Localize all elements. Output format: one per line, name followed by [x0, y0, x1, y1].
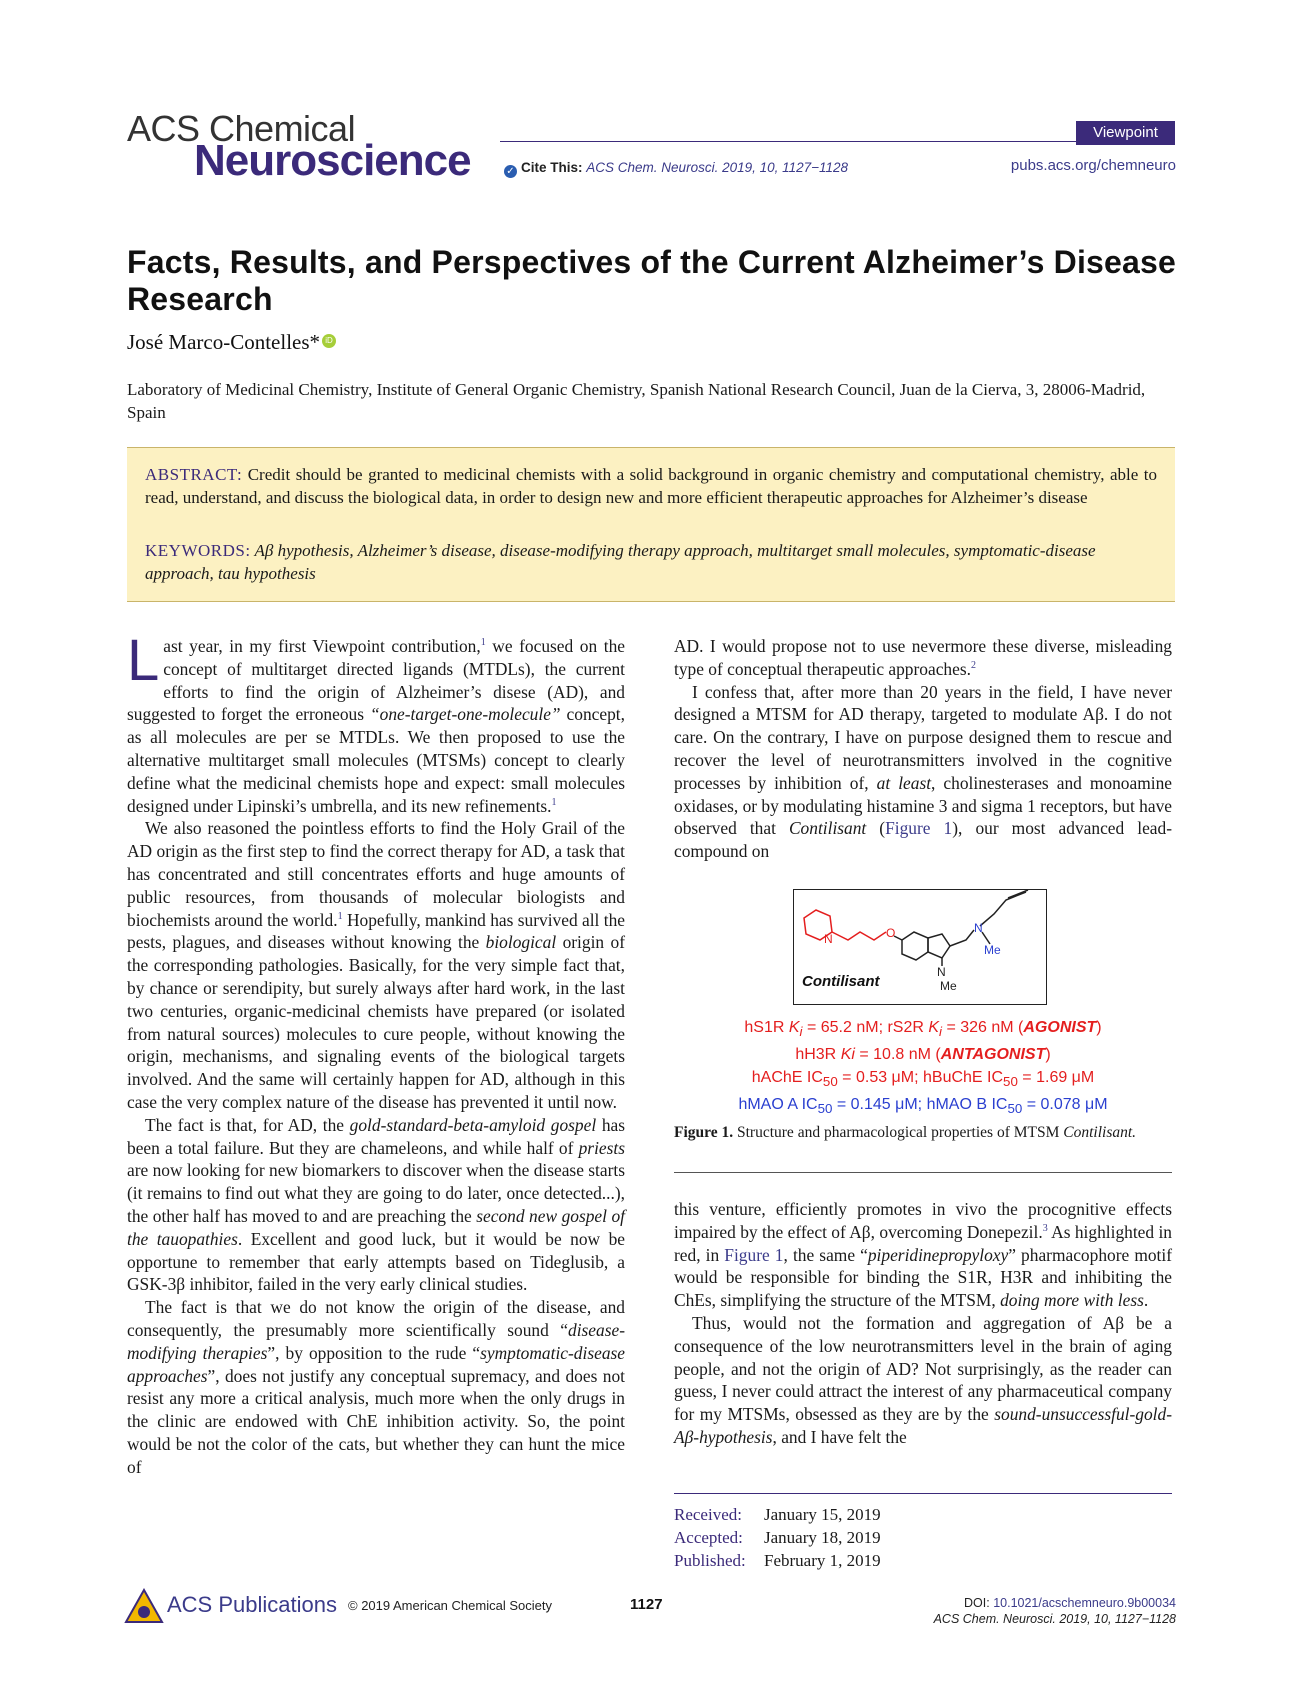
ref-link[interactable]: 3 [1042, 1223, 1048, 1234]
article-history [674, 1503, 881, 1572]
abstract-label: ABSTRACT: [145, 465, 243, 484]
history-rule [674, 1493, 1172, 1494]
text: ”, by opposition to the rude “ [267, 1342, 481, 1363]
history-published [674, 1549, 881, 1572]
side-chain [950, 930, 974, 946]
text: 50 [822, 1074, 838, 1090]
keywords-label: KEYWORDS: [145, 541, 251, 560]
text: K [928, 1019, 940, 1036]
caption-label: Figure 1. [674, 1124, 734, 1141]
history-date: January 15, 2019 [764, 1505, 881, 1524]
text: = 65.2 nM; rS2R [802, 1019, 929, 1036]
text: “one-target-one-molecule” [369, 704, 561, 725]
journal-url-link[interactable]: pubs.acs.org/chemneuro [1010, 157, 1176, 174]
text: hH3R [795, 1046, 841, 1064]
text: second new gospel of the tauopathies [127, 1205, 625, 1249]
keywords-list: Aβ hypothesis, Alzheimer’s disease, disease-modifying therapy approach, multitarget small molecules, symptomatic-disease approach, tau hypothesis [145, 541, 1096, 583]
history-label: Received: [674, 1505, 742, 1524]
text: ) [1045, 1046, 1051, 1064]
text: hMAO A IC [738, 1096, 818, 1114]
property-line [674, 1016, 1172, 1043]
text: We also reasoned the pointless efforts to find the Holy Grail of the AD origin as the first step to find the correct therapy for AD, a task that has concentrated and still concentrates efforts and huge amounts of public resources, from thousands of molecular biologists and biochemists around the world. [127, 818, 625, 930]
text: , and I have felt the [772, 1426, 907, 1447]
ref-link[interactable]: 1 [551, 796, 557, 808]
text: , the same “ [783, 1244, 868, 1265]
text: disease-modifying therapies [127, 1319, 625, 1363]
article-type-badge: Viewpoint [1076, 121, 1175, 145]
text: = 326 nM ( [942, 1019, 1024, 1036]
text: doing more with less [1000, 1290, 1144, 1311]
keywords [145, 539, 1157, 585]
pyrrole-ring [928, 934, 950, 958]
text: concept, as all molecules are per se MTDLs. We then proposed to use the alternative multitarget small molecules (MTSMs) concept to clearly define what the medicinal chemists hope and expect: small molecules designed under Lipinski’s umbrella, and its new refinements. [127, 704, 625, 816]
text: ) [1096, 1019, 1102, 1036]
property-line [674, 1066, 1172, 1093]
text: Contilisant [788, 818, 867, 839]
atom-n-piperidine: N [824, 932, 833, 946]
text: Hopefully, mankind has survived all the pests, plagues, and diseases without knowing the [127, 909, 625, 953]
publisher-brand[interactable]: ACS Publications [167, 1592, 337, 1617]
figure-link[interactable]: Figure 1 [724, 1244, 784, 1265]
text: = 0.53 μM; hBuChE IC [837, 1069, 1004, 1087]
doi-label: DOI: [964, 1596, 994, 1610]
text: 50 [1007, 1101, 1023, 1117]
text: Contilisant. [1063, 1124, 1137, 1141]
history-date: February 1, 2019 [764, 1551, 881, 1570]
figure-link[interactable]: Figure 1 [885, 818, 953, 839]
text: biological [485, 932, 557, 953]
text: AGONIST [1023, 1019, 1097, 1036]
paragraph [127, 628, 625, 817]
text: . Excellent and good luck, but it would be now be opportune to remember that early attempts based on Tideglusib, a GSK-3β inhibitor, failed in the very early clinical studies. [127, 1228, 626, 1295]
text: are now looking for new biomarkers to discover when the disease starts (it remains to find out what they are going to do later, once detected...), the other half has moved to and are preaching the [127, 1160, 625, 1226]
property-line [674, 1043, 1172, 1066]
text: ”, does not justify any conceptual supremacy, and does not resist any more a critical analysis, much more when the only drugs in the clinic are endowed with ChE inhibition activity. So, the point would be not the color of the cats, but whether they can hunt the mice of [127, 1365, 625, 1477]
footer-citation [934, 1611, 1176, 1627]
author-name[interactable]: José Marco-Contelles* [127, 330, 321, 354]
methyl-label: Me [984, 943, 1001, 957]
figure-caption [674, 1122, 1172, 1143]
benzene-ring [902, 932, 928, 960]
text: origin of the corresponding pathologies. Basically, for the very simple fact that, by chance or serendipity, but surely always after hard work, in the last two centuries, organic-medicinal chemists have prepared (or isolated from natural sources) molecules to cure people, without knowing the origin, mechanisms, and signaling events of the biological targets involved. And the same will certainly happen for AD, although in this case the very complex nature of the disease has prevented it until now. [127, 932, 625, 1112]
text: 50 [1003, 1074, 1018, 1090]
contilisant-structure-diagram [794, 890, 1046, 1004]
ref-link[interactable]: 1 [337, 910, 343, 922]
text: Thus, would not the formation and aggregation of Aβ be a consequence of the low neurotransmitters level in the brain of aging people, and not the origin of AD? Not surprisingly, as the reader can guess, I never could attract the interest of any pharmaceutical company for my MTSMs, obsessed as they are by the [674, 1312, 1172, 1425]
history-accepted [674, 1526, 881, 1549]
history-label: Published: [674, 1551, 746, 1570]
pharmacology-properties [674, 1016, 1172, 1121]
body-column-right-bottom [674, 1198, 1172, 1449]
text: has been a total failure. But they are chameleons, and while half of [127, 1114, 625, 1158]
ref-link[interactable]: 1 [480, 637, 486, 649]
affiliation: Laboratory of Medicinal Chemistry, Institute of General Organic Chemistry, Spanish National Research Council, Juan de la Cierva, 3, 28006-Madrid, Spain [127, 380, 1146, 422]
cite-row [504, 160, 848, 178]
acs-logo-icon[interactable] [124, 1588, 164, 1629]
copyright: © 2019 American Chemical Society [348, 1598, 552, 1613]
abstract [145, 463, 1157, 509]
header-rule [500, 141, 1175, 142]
text: K [788, 1019, 800, 1036]
article-title: Facts, Results, and Perspectives of the Current Alzheimer’s Disease Research [127, 244, 1177, 317]
text: Structure and pharmacological properties of MTSM [733, 1124, 1064, 1141]
paragraph [127, 817, 625, 1113]
ref-link[interactable]: 2 [970, 660, 976, 671]
text: ANTAGONIST [940, 1046, 1046, 1064]
journal-name-line2: Neuroscience [194, 136, 471, 185]
text: The fact is that we do not know the origin of the disease, and consequently, the presumably more scientifically sound “ [127, 1297, 625, 1340]
text: we focused on the concept of multitarget directed ligands (MTDLs), the current efforts to find the origin of Alzheimer’s disese (AD), and suggested to forget the erroneous [127, 636, 625, 725]
paragraph [674, 1198, 1172, 1312]
doi-line [934, 1595, 1176, 1611]
page-number: 1127 [630, 1596, 663, 1613]
history-label: Accepted: [674, 1528, 743, 1547]
text: at least [876, 772, 932, 793]
text: ACS Chem. Neurosci. 2019, 10, 1127−1128 [933, 1612, 1176, 1626]
text: = 0.145 μM; hMAO B IC [832, 1096, 1008, 1114]
text: gold-standard-beta-amyloid gospel [349, 1114, 597, 1135]
text: As highlighted in red, in [674, 1221, 1173, 1265]
cite-label: Cite This: [521, 160, 583, 175]
figure-rule [674, 1172, 1172, 1173]
propargyl-chain [980, 892, 1026, 926]
text: AD. I would propose not to use nevermore these diverse, misleading type of conceptual therapeutic approaches. [674, 636, 1172, 679]
abstract-body: Credit should be granted to medicinal chemists with a solid background in organic chemistry and computational chemistry, able to read, understand, and discuss the biological data, in order to design new and more efficient therapeutic approaches for Alzheimer’s disease [145, 465, 1158, 507]
body-column-right-top [674, 635, 1172, 863]
text: piperidinepropyloxy [867, 1244, 1009, 1265]
property-line [674, 1093, 1172, 1120]
text: The fact is that, for AD, the [145, 1114, 350, 1135]
history-date: January 18, 2019 [764, 1528, 881, 1547]
text: symptomatic-disease approaches [127, 1342, 626, 1386]
text: this venture, efficiently promotes in vivo the procognitive effects impaired by the effect of Aβ, overcoming Donepezil. [674, 1199, 1172, 1242]
text: sound-unsuccessful-gold-Aβ-hypothesis [674, 1404, 1172, 1447]
text: = 0.078 μM [1022, 1096, 1108, 1114]
paragraph [674, 635, 1172, 681]
paragraph [127, 1296, 625, 1478]
cite-reference[interactable]: ACS Chem. Neurosci. 2019, 10, 1127−1128 [586, 160, 849, 175]
text: ), our most advanced lead-compound on [674, 818, 1172, 862]
drop-cap: L [127, 628, 160, 693]
text: , cholinesterases and monoamine oxidases, or by modulating histamine 3 and sigma 1 receptors, but have observed that [674, 772, 1172, 839]
compound-name: Contilisant [802, 973, 880, 990]
check-icon: ✓ [504, 165, 517, 178]
orcid-icon[interactable]: iD [322, 334, 336, 348]
n-methyl-label: Me [940, 979, 957, 993]
text: ” pharmacophore motif would be responsible for binding the S1R, H3R and inhibiting the ChEs, simplifying the structure of the MTSM, [674, 1244, 1172, 1311]
text: ( [866, 818, 886, 839]
text: hS1R [744, 1019, 789, 1036]
doi-link[interactable]: 10.1021/acschemneuro.9b00034 [993, 1596, 1176, 1610]
text: hAChE IC [751, 1069, 823, 1087]
journal-name-line1: ACS Chemical [127, 108, 356, 149]
atom-o: O [886, 926, 896, 940]
text: i [799, 1024, 803, 1040]
figure-structure [793, 889, 1047, 1005]
text: Ki [840, 1046, 855, 1064]
text: = 1.69 μM [1017, 1069, 1095, 1087]
text: ast year, in my first Viewpoint contribution, [163, 636, 481, 656]
history-received [674, 1503, 881, 1526]
doi-block [934, 1595, 1176, 1627]
text: = 10.8 nM ( [854, 1046, 941, 1064]
author [127, 330, 336, 355]
text: I confess that, after more than 20 years in the field, I have never designed a MTSM for AD therapy, targeted to modulate Aβ. I do not care. On the contrary, I have on purpose designed them to rescue and recover the level of neurotransmitters involved in the cognitive processes by inhibition of, [674, 681, 1172, 793]
text: . [1143, 1290, 1149, 1311]
paragraph [674, 1312, 1172, 1449]
propyl-linker [832, 932, 886, 940]
atom-n-indole: N [937, 965, 946, 979]
triple-bond [1008, 890, 1028, 898]
paragraph [127, 1114, 625, 1296]
body-column-left [127, 628, 626, 1478]
atom-n-amine: N [974, 921, 983, 935]
paragraph [674, 681, 1172, 863]
text: priests [578, 1137, 625, 1158]
text: i [939, 1024, 942, 1040]
text: 50 [817, 1101, 833, 1117]
